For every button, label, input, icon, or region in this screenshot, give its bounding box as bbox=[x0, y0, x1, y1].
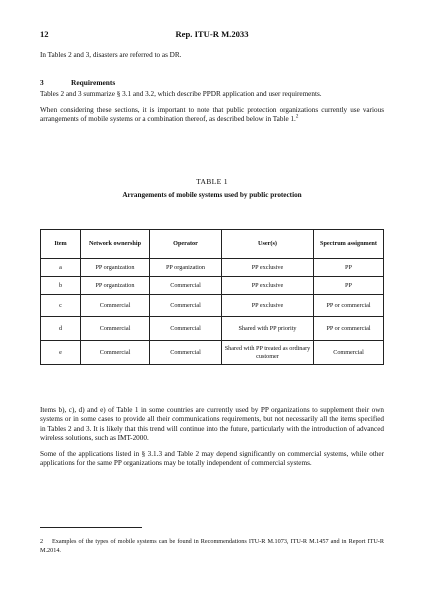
cell-network-ownership: PP organization bbox=[81, 277, 150, 295]
table-row bbox=[41, 295, 384, 317]
cell-operator: PP organization bbox=[150, 259, 222, 277]
cell-network-ownership: Commercial bbox=[81, 295, 150, 317]
section-title: Requirements bbox=[71, 78, 116, 87]
header-spectrum-assignment: Spectrum assignment bbox=[314, 230, 384, 259]
table-row bbox=[41, 259, 384, 277]
footnote-ref[interactable]: 2 bbox=[295, 115, 299, 121]
cell-item: b bbox=[41, 277, 81, 295]
items-paragraph: Items b), c), d) and e) of Table 1 in some countries are currently used by PP organizations to supplement their own systems or in some cases to provide all their communications requirements, but not necessarily all the items specified in Tables 2 and 3. It is likely that this trend will continue into the future, particularly with the introduction of advanced wireless solutions, such as IMT-2000. bbox=[40, 406, 384, 443]
cell-spectrum: PP or commercial bbox=[314, 295, 384, 317]
header-item: Item bbox=[41, 230, 81, 259]
cell-network-ownership: Commercial bbox=[81, 341, 150, 365]
header-network-ownership: Network ownership bbox=[81, 230, 150, 259]
footnote bbox=[40, 538, 384, 555]
table-title: Arrangements of mobile systems used by public protection bbox=[122, 191, 302, 199]
cell-operator: Commercial bbox=[150, 295, 222, 317]
table-header-row bbox=[41, 230, 384, 259]
when-considering-text: When considering these sections, it is important to note that public protection organizations currently use various arrangements of mobile systems or a combination thereof, as described below in Table 1. bbox=[40, 106, 384, 124]
cell-item: d bbox=[41, 317, 81, 341]
cell-spectrum: PP bbox=[314, 277, 384, 295]
section-heading bbox=[40, 78, 115, 87]
cell-item: e bbox=[41, 341, 81, 365]
footnote-number: 2 bbox=[40, 538, 44, 545]
table-row bbox=[41, 277, 384, 295]
table-label: TABLE 1 bbox=[196, 177, 228, 186]
cell-operator: Commercial bbox=[150, 277, 222, 295]
cell-operator: Commercial bbox=[150, 317, 222, 341]
when-considering-paragraph bbox=[40, 106, 384, 125]
report-id: Rep. ITU-R M.2033 bbox=[175, 29, 249, 39]
cell-users: PP exclusive bbox=[222, 259, 314, 277]
section-number: 3 bbox=[40, 78, 44, 87]
header-operator: Operator bbox=[150, 230, 222, 259]
cell-item: a bbox=[41, 259, 81, 277]
some-applications-paragraph: Some of the applications listed in § 3.1.3 and Table 2 may depend significantly on commercial systems, while other applications for the same PP organizations may be totally independent of commercial systems. bbox=[40, 450, 384, 468]
cell-users: Shared with PP treated as ordinary customer bbox=[222, 341, 314, 365]
cell-users: Shared with PP priority bbox=[222, 317, 314, 341]
cell-item: c bbox=[41, 295, 81, 317]
footnote-text: Examples of the types of mobile systems can be found in Recommendations ITU-R M.1073, ITU-R M.1457 and in Report ITU-R M.2014. bbox=[40, 538, 384, 554]
header-users: User(s) bbox=[222, 230, 314, 259]
cell-users: PP exclusive bbox=[222, 295, 314, 317]
cell-network-ownership: Commercial bbox=[81, 317, 150, 341]
page-number: 12 bbox=[40, 29, 49, 39]
cell-operator: Commercial bbox=[150, 341, 222, 365]
cell-network-ownership: PP organization bbox=[81, 259, 150, 277]
cell-spectrum: PP bbox=[314, 259, 384, 277]
cell-spectrum: Commercial bbox=[314, 341, 384, 365]
page-header bbox=[40, 29, 384, 41]
intro-paragraph: In Tables 2 and 3, disasters are referred to as DR. bbox=[40, 51, 182, 59]
tables-summary-paragraph: Tables 2 and 3 summarize § 3.1 and 3.2, which describe PPDR application and user requirements. bbox=[40, 90, 322, 98]
cell-users: PP exclusive bbox=[222, 277, 314, 295]
arrangements-table bbox=[40, 229, 384, 365]
table-row bbox=[41, 341, 384, 365]
footnote-divider bbox=[40, 527, 142, 528]
cell-spectrum: PP or commercial bbox=[314, 317, 384, 341]
table-row bbox=[41, 317, 384, 341]
